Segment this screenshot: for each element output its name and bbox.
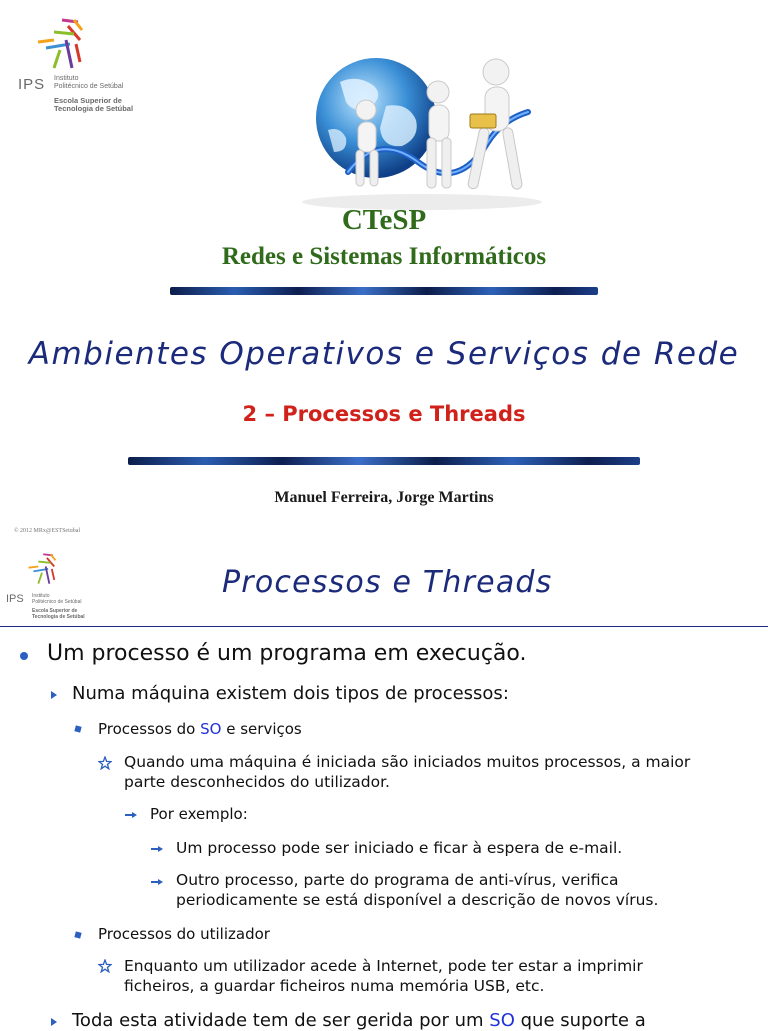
os-processes-text-before: Processos do [98,720,201,738]
bullet-process-types: Numa máquina existem dois tipos de processos: [72,683,509,704]
bullet-process-definition: Um processo é um programa em execução. [47,641,527,666]
user-activity-line2: ficheiros, a guardar ficheiros numa memória USB, etc. [124,977,545,995]
square-bullet-icon [74,725,82,733]
bullet-user-processes: Processos do utilizador [98,925,270,943]
os-processes-text-after: e serviços [221,720,302,738]
bullet-boot-processes [124,752,690,792]
logo-institute-line2: Politécnico de Setúbal [54,83,124,90]
os-highlight: SO [489,1010,515,1031]
logo-school-line1: Escola Superior de [32,608,78,614]
arrow-bullet-icon [124,811,138,819]
bullet-email-process: Um processo pode ser iniciado e ficar à espera de e-mail. [176,839,623,857]
ips-logo-mark-icon [24,553,60,591]
logo-school-line2: Tecnologia de Setúbal [54,104,134,113]
round-bullet-icon [19,651,29,661]
square-bullet-icon [74,931,82,939]
antivirus-line2: periodicamente se está disponível a descrição de novos vírus. [176,891,659,909]
os-management-text-after: que suporte a [514,1010,646,1031]
logo-school-line2: Tecnologia de Setúbal [32,614,85,620]
header-divider-bar [170,287,598,295]
os-management-text-before: Toda esta atividade tem de ser gerida por um [72,1010,490,1031]
arrowhead-bullet-icon [50,690,58,700]
copyright-notice: © 2012 MRx@ESTSetubal [14,528,81,534]
logo-abbr: IPS [18,76,46,93]
logo-institute-line1: Instituto [54,75,79,82]
star-bullet-icon [98,959,112,973]
bullet-os-processes [98,720,302,738]
boot-processes-line1: Quando uma máquina é iniciada são iniciados muitos processos, a maior [124,753,691,771]
arrow-bullet-icon [150,845,164,853]
os-highlight: SO [200,720,222,738]
logo-abbr: IPS [6,593,24,605]
globe-network-people-icon [288,52,556,212]
star-bullet-icon [98,756,112,770]
bullet-antivirus-process [176,870,658,910]
bullet-os-management [72,1010,646,1031]
ips-logo-mark-icon [32,18,88,80]
ips-logo [16,14,146,118]
logo-school-line1: Escola Superior de [54,96,122,105]
logo-institute-line2: Politécnico de Setúbal [32,599,82,605]
course-label: CTeSP [341,204,427,236]
user-activity-line1: Enquanto um utilizador acede à Internet, pode ter estar a imprimir [124,957,643,975]
arrowhead-bullet-icon [50,1017,58,1027]
course-title: Ambientes Operativos e Serviços de Rede [28,336,740,372]
subtitle-divider-bar [128,457,640,465]
antivirus-line1: Outro processo, parte do programa de anti-vírus, verifica [176,871,619,889]
logo-institute-line1: Instituto [32,593,50,599]
content-slide [0,545,768,1031]
ips-logo-small [6,553,96,619]
slide-title: Processos e Threads [222,565,553,600]
authors: Manuel Ferreira, Jorge Martins [274,489,494,506]
title-divider [0,626,768,627]
program-name: Redes e Sistemas Informáticos [221,243,547,270]
boot-processes-line2: parte desconhecidos do utilizador. [124,773,390,791]
lecture-subtitle: 2 – Processos e Threads [242,402,526,426]
bullet-for-example: Por exemplo: [150,805,248,823]
arrow-bullet-icon [150,878,164,886]
bullet-user-activity [124,956,643,996]
